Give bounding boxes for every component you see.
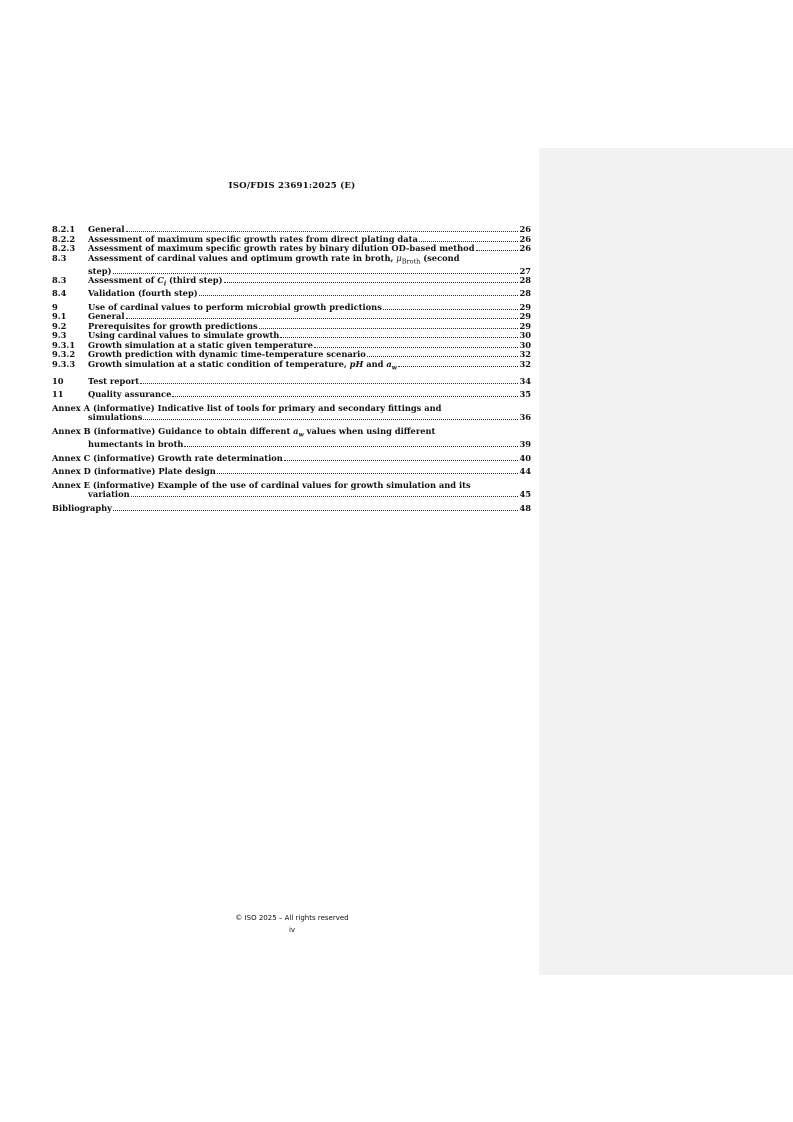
- toc-entry-9[interactable]: 9 Use of cardinal values to perform microbial growth predictions 29: [52, 301, 531, 312]
- toc-entry-annex-c[interactable]: Annex C (informative) Growth rate determination 40: [52, 452, 531, 463]
- toc-entry-8-2-2[interactable]: 8.2.2 Assessment of maximum specific growth rates from direct plating data 26: [52, 233, 531, 244]
- toc-entry-9-3-1[interactable]: 9.3.1 Growth simulation at a static given temperature 30: [52, 339, 531, 350]
- footer-page-number: iv: [288, 926, 296, 934]
- comment-pane: [539, 148, 793, 975]
- footer-copyright: © ISO 2025 – All rights reserved: [235, 914, 349, 922]
- toc-entry-8-3-cardinal[interactable]: 8.3 Assessment of cardinal values and optimum growth rate in broth, $\mu_{Broth}$ (second step) 27: [52, 252, 531, 276]
- toc-entry-annex-b[interactable]: Annex B (informative) Guidance to obtain different $a_w$ values when using different humectants in broth 39: [52, 425, 531, 450]
- toc-entry-11[interactable]: 11 Quality assurance 35: [52, 389, 531, 400]
- toc-entry-annex-d[interactable]: Annex D (informative) Plate design 44: [52, 466, 531, 477]
- table-of-contents: [52, 225, 531, 513]
- toc-entry-annex-a[interactable]: Annex A (informative) Indicative list of tools for primary and secondary fittings and simulations 36: [52, 402, 531, 423]
- toc-entry-8-3-ci[interactable]: 8.3 Assessment of $C_i$ (third step) 28: [52, 275, 531, 288]
- toc-entry-bibliography[interactable]: Bibliography 48: [52, 502, 531, 513]
- toc-entry-9-3[interactable]: 9.3 Using cardinal values to simulate growth 30: [52, 330, 531, 341]
- toc-entry-8-4[interactable]: 8.4 Validation (fourth step) 28: [52, 288, 531, 299]
- toc-entry-9-1[interactable]: 9.1 General 29: [52, 311, 531, 322]
- toc-entry-annex-e[interactable]: Annex E (informative) Example of the use of cardinal values for growth simulation and its variation 45: [52, 479, 531, 500]
- toc-entry-9-3-3[interactable]: 9.3.3 Growth simulation at a static condition of temperature, pH and $a_w$ 32: [52, 358, 531, 372]
- document-header: ISO/FDIS 23691:2025 (E): [228, 181, 356, 191]
- toc-entry-9-2[interactable]: 9.2 Prerequisites for growth predictions 29: [52, 320, 531, 331]
- toc-entry-10[interactable]: 10 Test report 34: [52, 375, 531, 386]
- toc-entry-8-2-1[interactable]: 8.2.1 General 26: [52, 224, 531, 234]
- toc-entry-9-3-2[interactable]: 9.3.2 Growth prediction with dynamic time-temperature scenario 32: [52, 349, 531, 360]
- toc-entry-8-2-3[interactable]: 8.2.3 Assessment of maximum specific growth rates by binary dilution OD-based method 26: [52, 243, 531, 253]
